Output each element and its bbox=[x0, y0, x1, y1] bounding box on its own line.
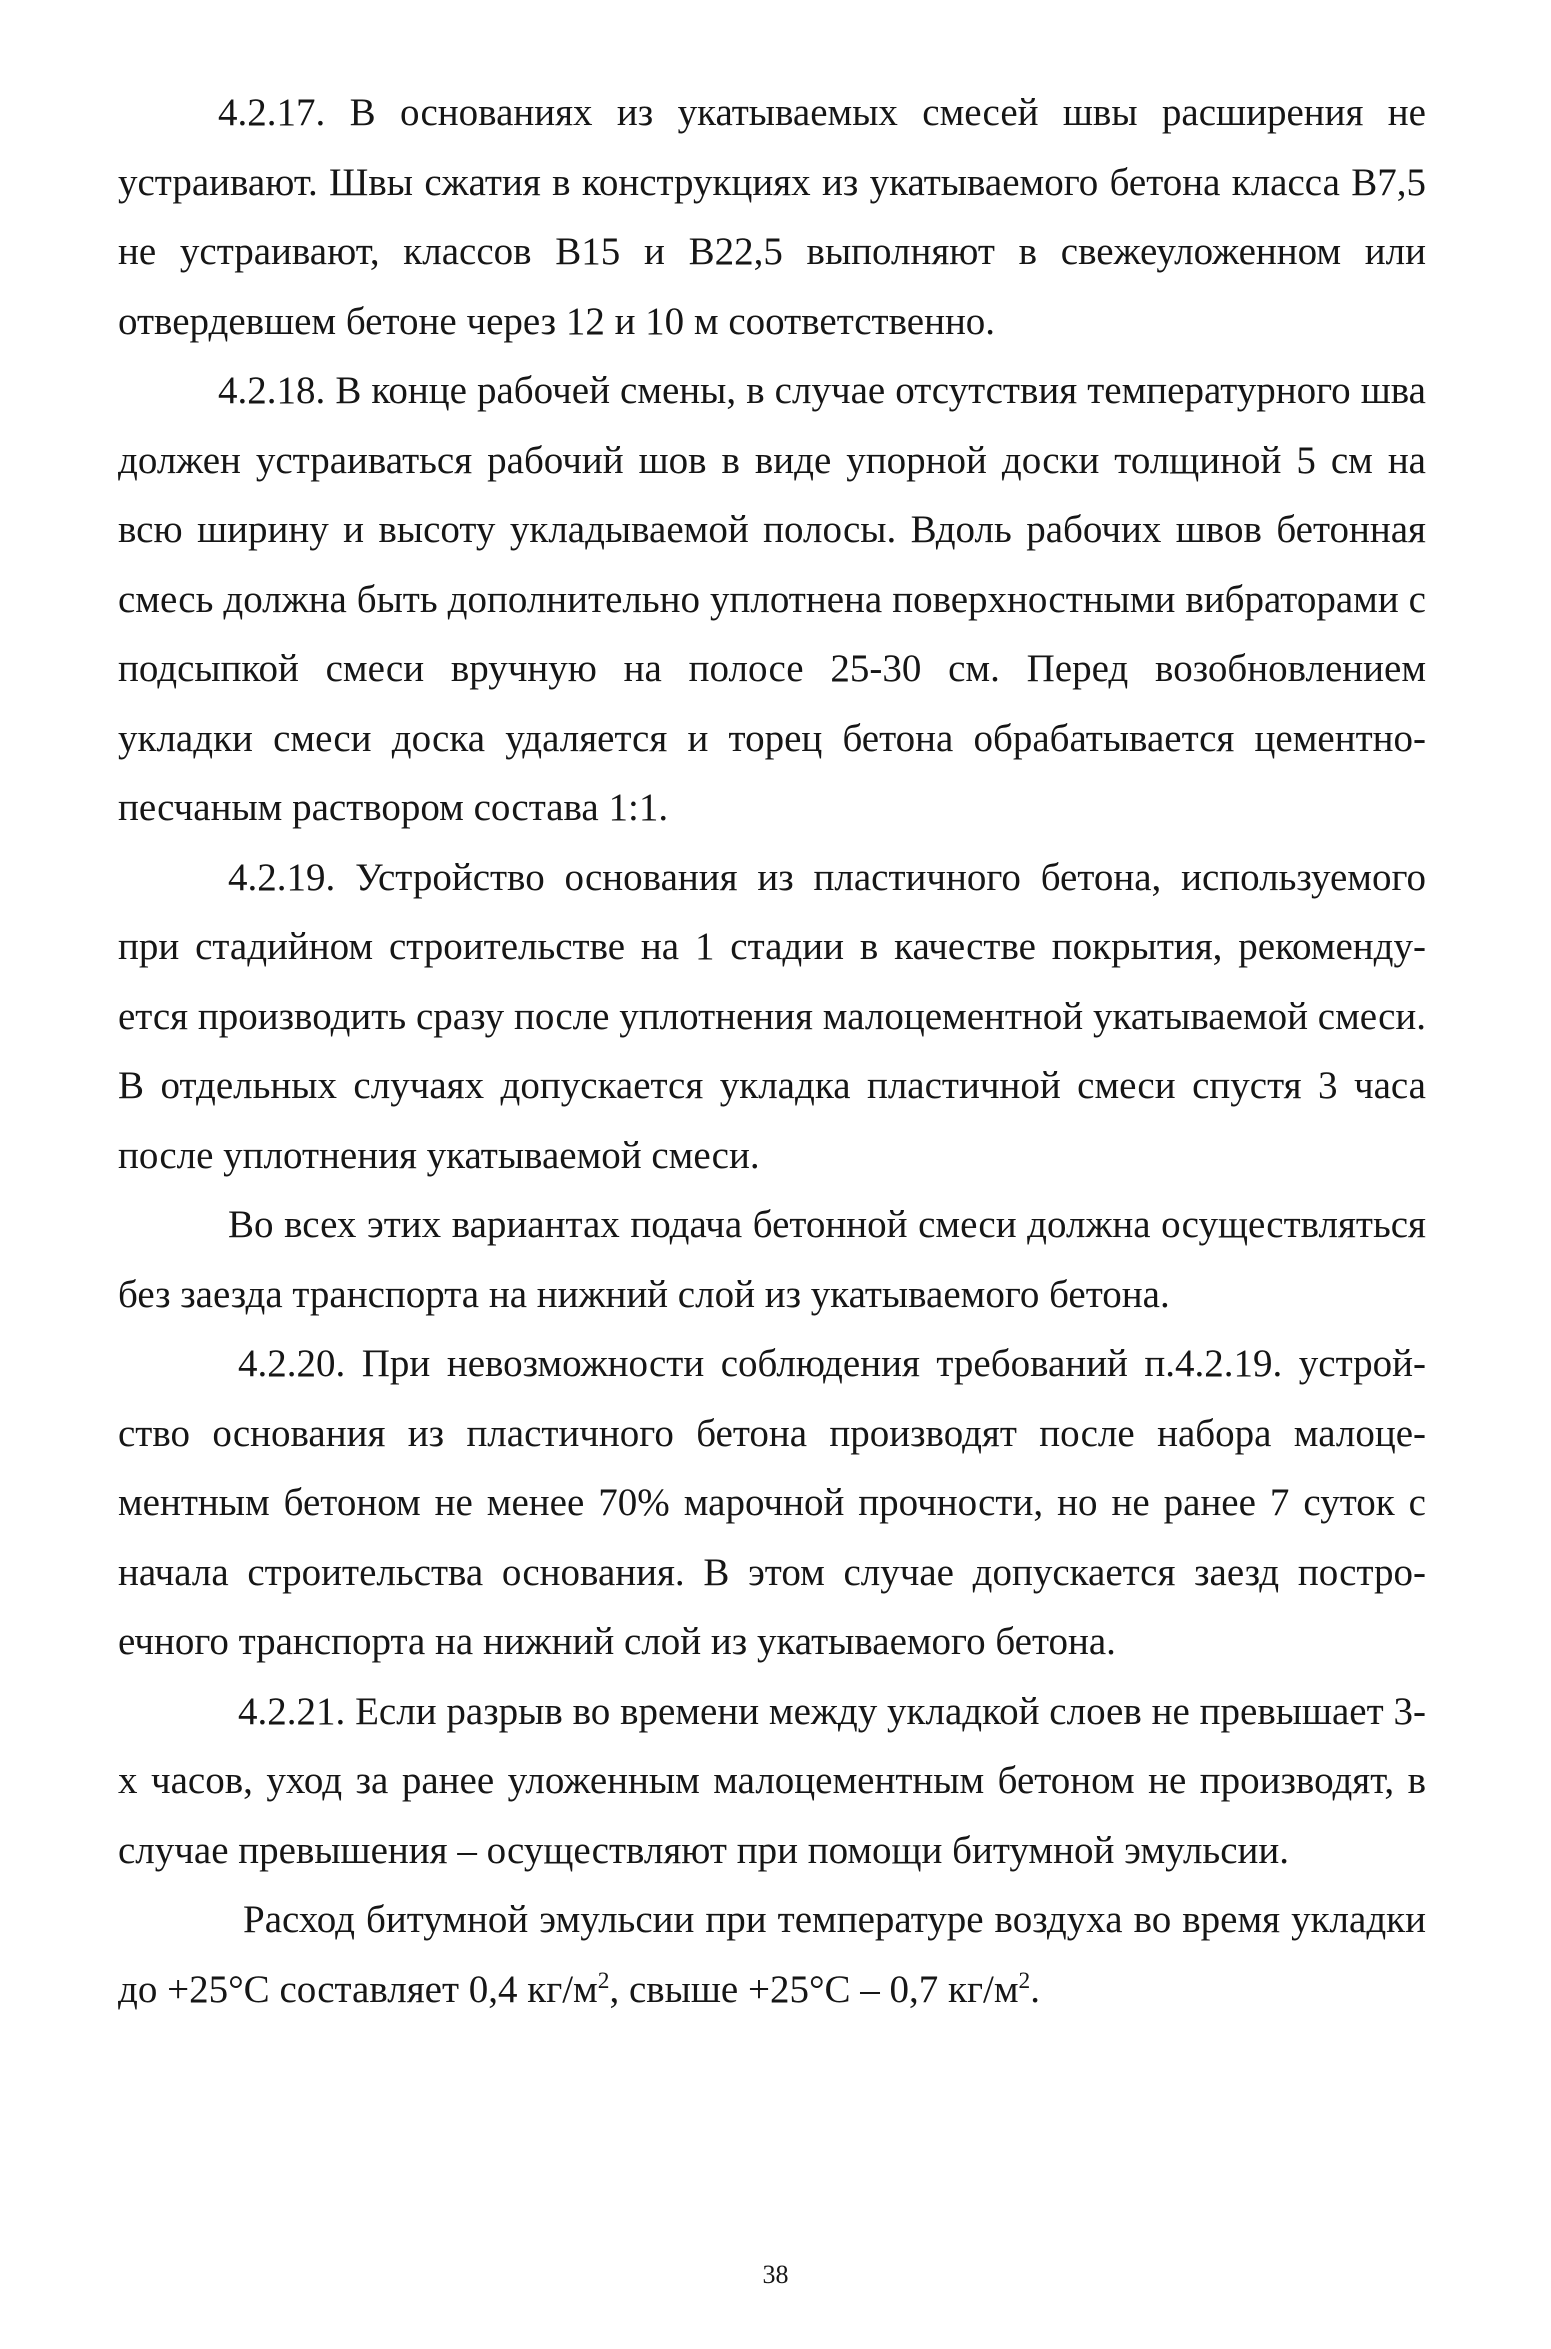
paragraph-4-2-18: 4.2.18. В конце рабочей смены, в случае отсутствия температурного шва должен устраиваться рабочий шов в виде упорной доски толщиной 5 см на всю ширину и высоту укладываемой полосы. Вдоль рабочих швов бетонная смесь должна быть дополнительно уплотнена поверхностными вибраторами с подсыпкой смеси вручную на полосе 25-30 см. Перед возобновлением укладки смеси доска удаляется и торец бетона обрабатывается цементно-песчаным раствором состава 1:1. bbox=[118, 369, 1426, 829]
consumption-text-part-1: Расход битумной эмульсии при температуре воздуха во время укладки до +25°С составляет 0,4 кг/м bbox=[118, 1898, 1426, 2011]
body-text bbox=[118, 78, 1426, 2024]
paragraph-4-2-17: 4.2.17. В основаниях из укатываемых смесей швы расширения не устраивают. Швы сжатия в конструкциях из укатываемого бетона класса В7,5 не устраивают, классов В15 и В22,5 выполняют в свежеуложенном или отвердевшем бетоне через 12 и 10 м соответственно. bbox=[118, 91, 1426, 343]
superscript-square-1: 2 bbox=[597, 1967, 610, 1994]
page-number: 38 bbox=[762, 2260, 789, 2289]
paragraph-4-2-21: 4.2.21. Если разрыв во времени между укладкой слоев не превышает 3-х часов, уход за ранее уложенным малоцементным бетоном не производят, в случае превышения – осуществляют при помощи битумной эмульсии. bbox=[118, 1689, 1426, 1872]
paragraph-4-2-19: 4.2.19. Устройство основания из пластичного бетона, используемого при стадийном строительстве на 1 стадии в качестве покрытия, рекомендуется производить сразу после уплотнения малоцементной укатываемой смеси. В отдельных случаях допускается укладка пластичной смеси спустя 3 часа после уплотнения укатываемой смеси. bbox=[118, 855, 1426, 1177]
superscript-square-2: 2 bbox=[1018, 1967, 1031, 1994]
consumption-text-part-2: , свыше +25°С – 0,7 кг/м bbox=[609, 1967, 1019, 2011]
paragraph-4-2-19-continued: Во всех этих вариантах подача бетонной смеси должна осуществляться без заезда транспорта на нижний слой из укатываемого бетона. bbox=[118, 1203, 1426, 1316]
paragraph-emulsion-consumption bbox=[118, 1885, 1426, 2024]
paragraph-4-2-20: 4.2.20. При невозможности соблюдения требований п.4.2.19. устройство основания из пластичного бетона производят после набора малоцементным бетоном не менее 70% марочной прочности, но не ранее 7 суток с начала строительства основания. В этом случае допускается заезд построечного транспорта на нижний слой из укатываемого бетона. bbox=[118, 1342, 1426, 1663]
consumption-text-part-3: . bbox=[1030, 1967, 1040, 2011]
